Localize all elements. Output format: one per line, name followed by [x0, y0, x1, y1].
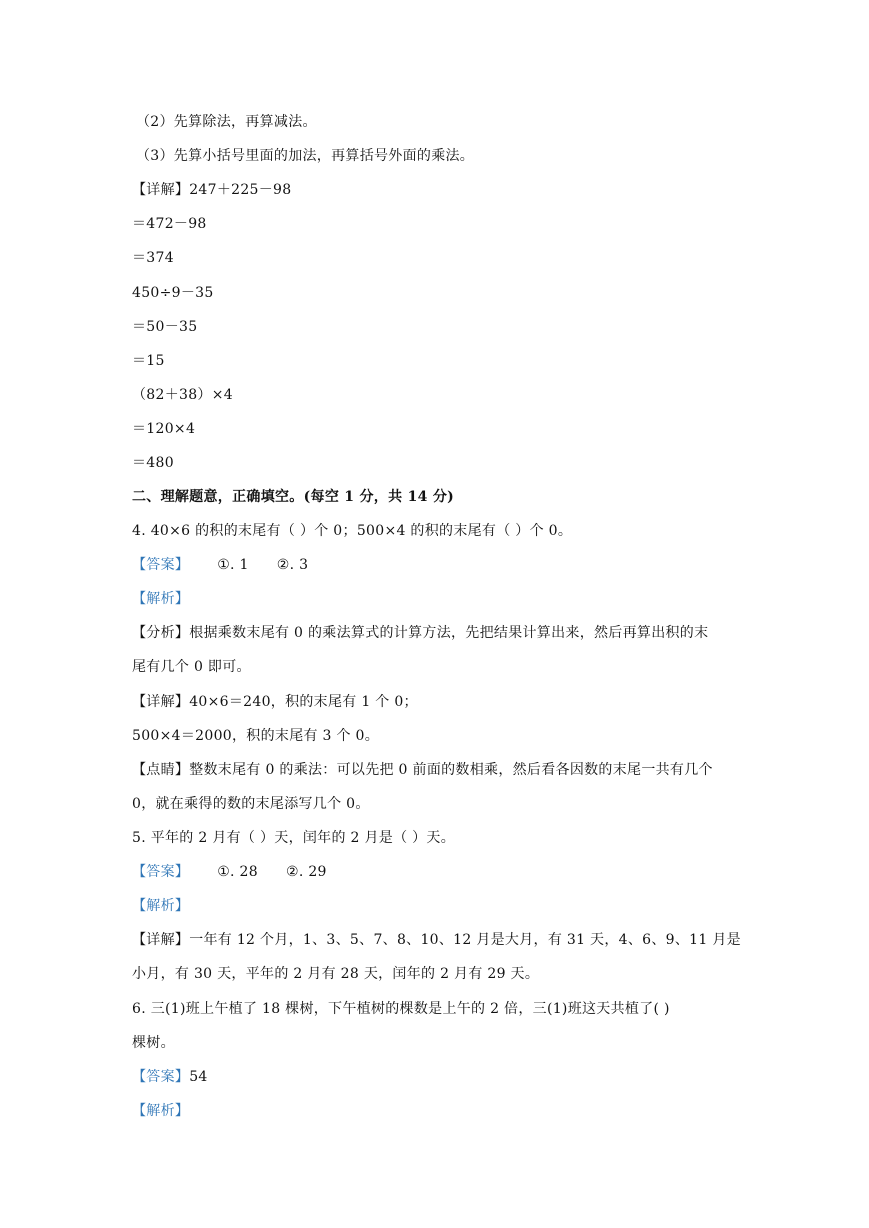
detail-tag: 【详解】	[132, 182, 190, 198]
answer-value: ①. 28	[217, 864, 258, 880]
text-line: 棵树。	[132, 1035, 175, 1051]
remark-tag: 【点睛】	[132, 762, 190, 778]
text-line	[132, 761, 713, 779]
text-line	[132, 624, 708, 642]
equation: ＝472－98	[132, 216, 207, 232]
equation: ＝480	[132, 455, 174, 471]
equation: ＝50－35	[132, 319, 198, 335]
text: 整数末尾有 0 的乘法：可以先把 0 前面的数相乘，然后看各因数的末尾一共有几个	[189, 762, 713, 778]
question-4: 4. 40×6 的积的末尾有（ ）个 0；500×4 的积的末尾有（ ）个 0。	[132, 523, 573, 539]
text-line: 小月，有 30 天，平年的 2 月有 28 天，闰年的 2 月有 29 天。	[132, 966, 540, 982]
text-line	[132, 931, 741, 949]
equation: 450÷9－35	[132, 285, 214, 301]
text-line	[132, 693, 418, 711]
analysis-tag: 【解析】	[132, 898, 190, 914]
text-line	[132, 181, 291, 199]
analysis-tag: 【解析】	[132, 1103, 190, 1119]
detail-tag: 【详解】	[132, 932, 190, 948]
equation: ＝15	[132, 353, 165, 369]
text: 40×6＝240，积的末尾有 1 个 0；	[189, 694, 418, 710]
answer-value: ②. 29	[285, 864, 327, 880]
text-line: （3）先算小括号里面的加法，再算括号外面的乘法。	[136, 148, 475, 164]
equation: （82＋38）×4	[132, 387, 233, 403]
question-5: 5. 平年的 2 月有（ ）天，闰年的 2 月是（ ）天。	[132, 830, 456, 846]
answer-line	[132, 863, 327, 881]
equation: ＝374	[132, 250, 174, 266]
answer-line	[132, 1068, 208, 1086]
equation: ＝120×4	[132, 421, 196, 437]
question-6: 6. 三(1)班上午植了 18 棵树，下午植树的棵数是上午的 2 倍，三(1)班这天共植了( )	[132, 1001, 670, 1017]
section-heading: 二、理解题意，正确填空。(每空 1 分，共 14 分)	[132, 489, 455, 505]
text-line: （2）先算除法，再算减法。	[136, 114, 317, 130]
answer-tag: 【答案】	[132, 864, 190, 880]
text: 根据乘数末尾有 0 的乘法算式的计算方法，先把结果计算出来，然后再算出积的末	[189, 625, 709, 641]
detail-tag: 【详解】	[132, 694, 190, 710]
answer-tag: 【答案】	[132, 1069, 190, 1085]
text-line: 500×4＝2000，积的末尾有 3 个 0。	[132, 728, 380, 744]
text-line: 尾有几个 0 即可。	[132, 659, 251, 675]
analysis-tag: 【解析】	[132, 591, 190, 607]
text-line: 0，就在乘得的数的末尾添写几个 0。	[132, 796, 370, 812]
answer-line	[132, 556, 308, 574]
answer-value: ②. 3	[276, 557, 309, 573]
answer-value: 54	[189, 1069, 208, 1085]
answer-value: ①. 1	[217, 557, 249, 573]
analysis-label: 【分析】	[132, 625, 190, 641]
equation: 247＋225－98	[189, 182, 292, 198]
text: 一年有 12 个月，1、3、5、7、8、10、12 月是大月，有 31 天，4、6、9、11 月是	[189, 932, 741, 948]
answer-tag: 【答案】	[132, 557, 190, 573]
